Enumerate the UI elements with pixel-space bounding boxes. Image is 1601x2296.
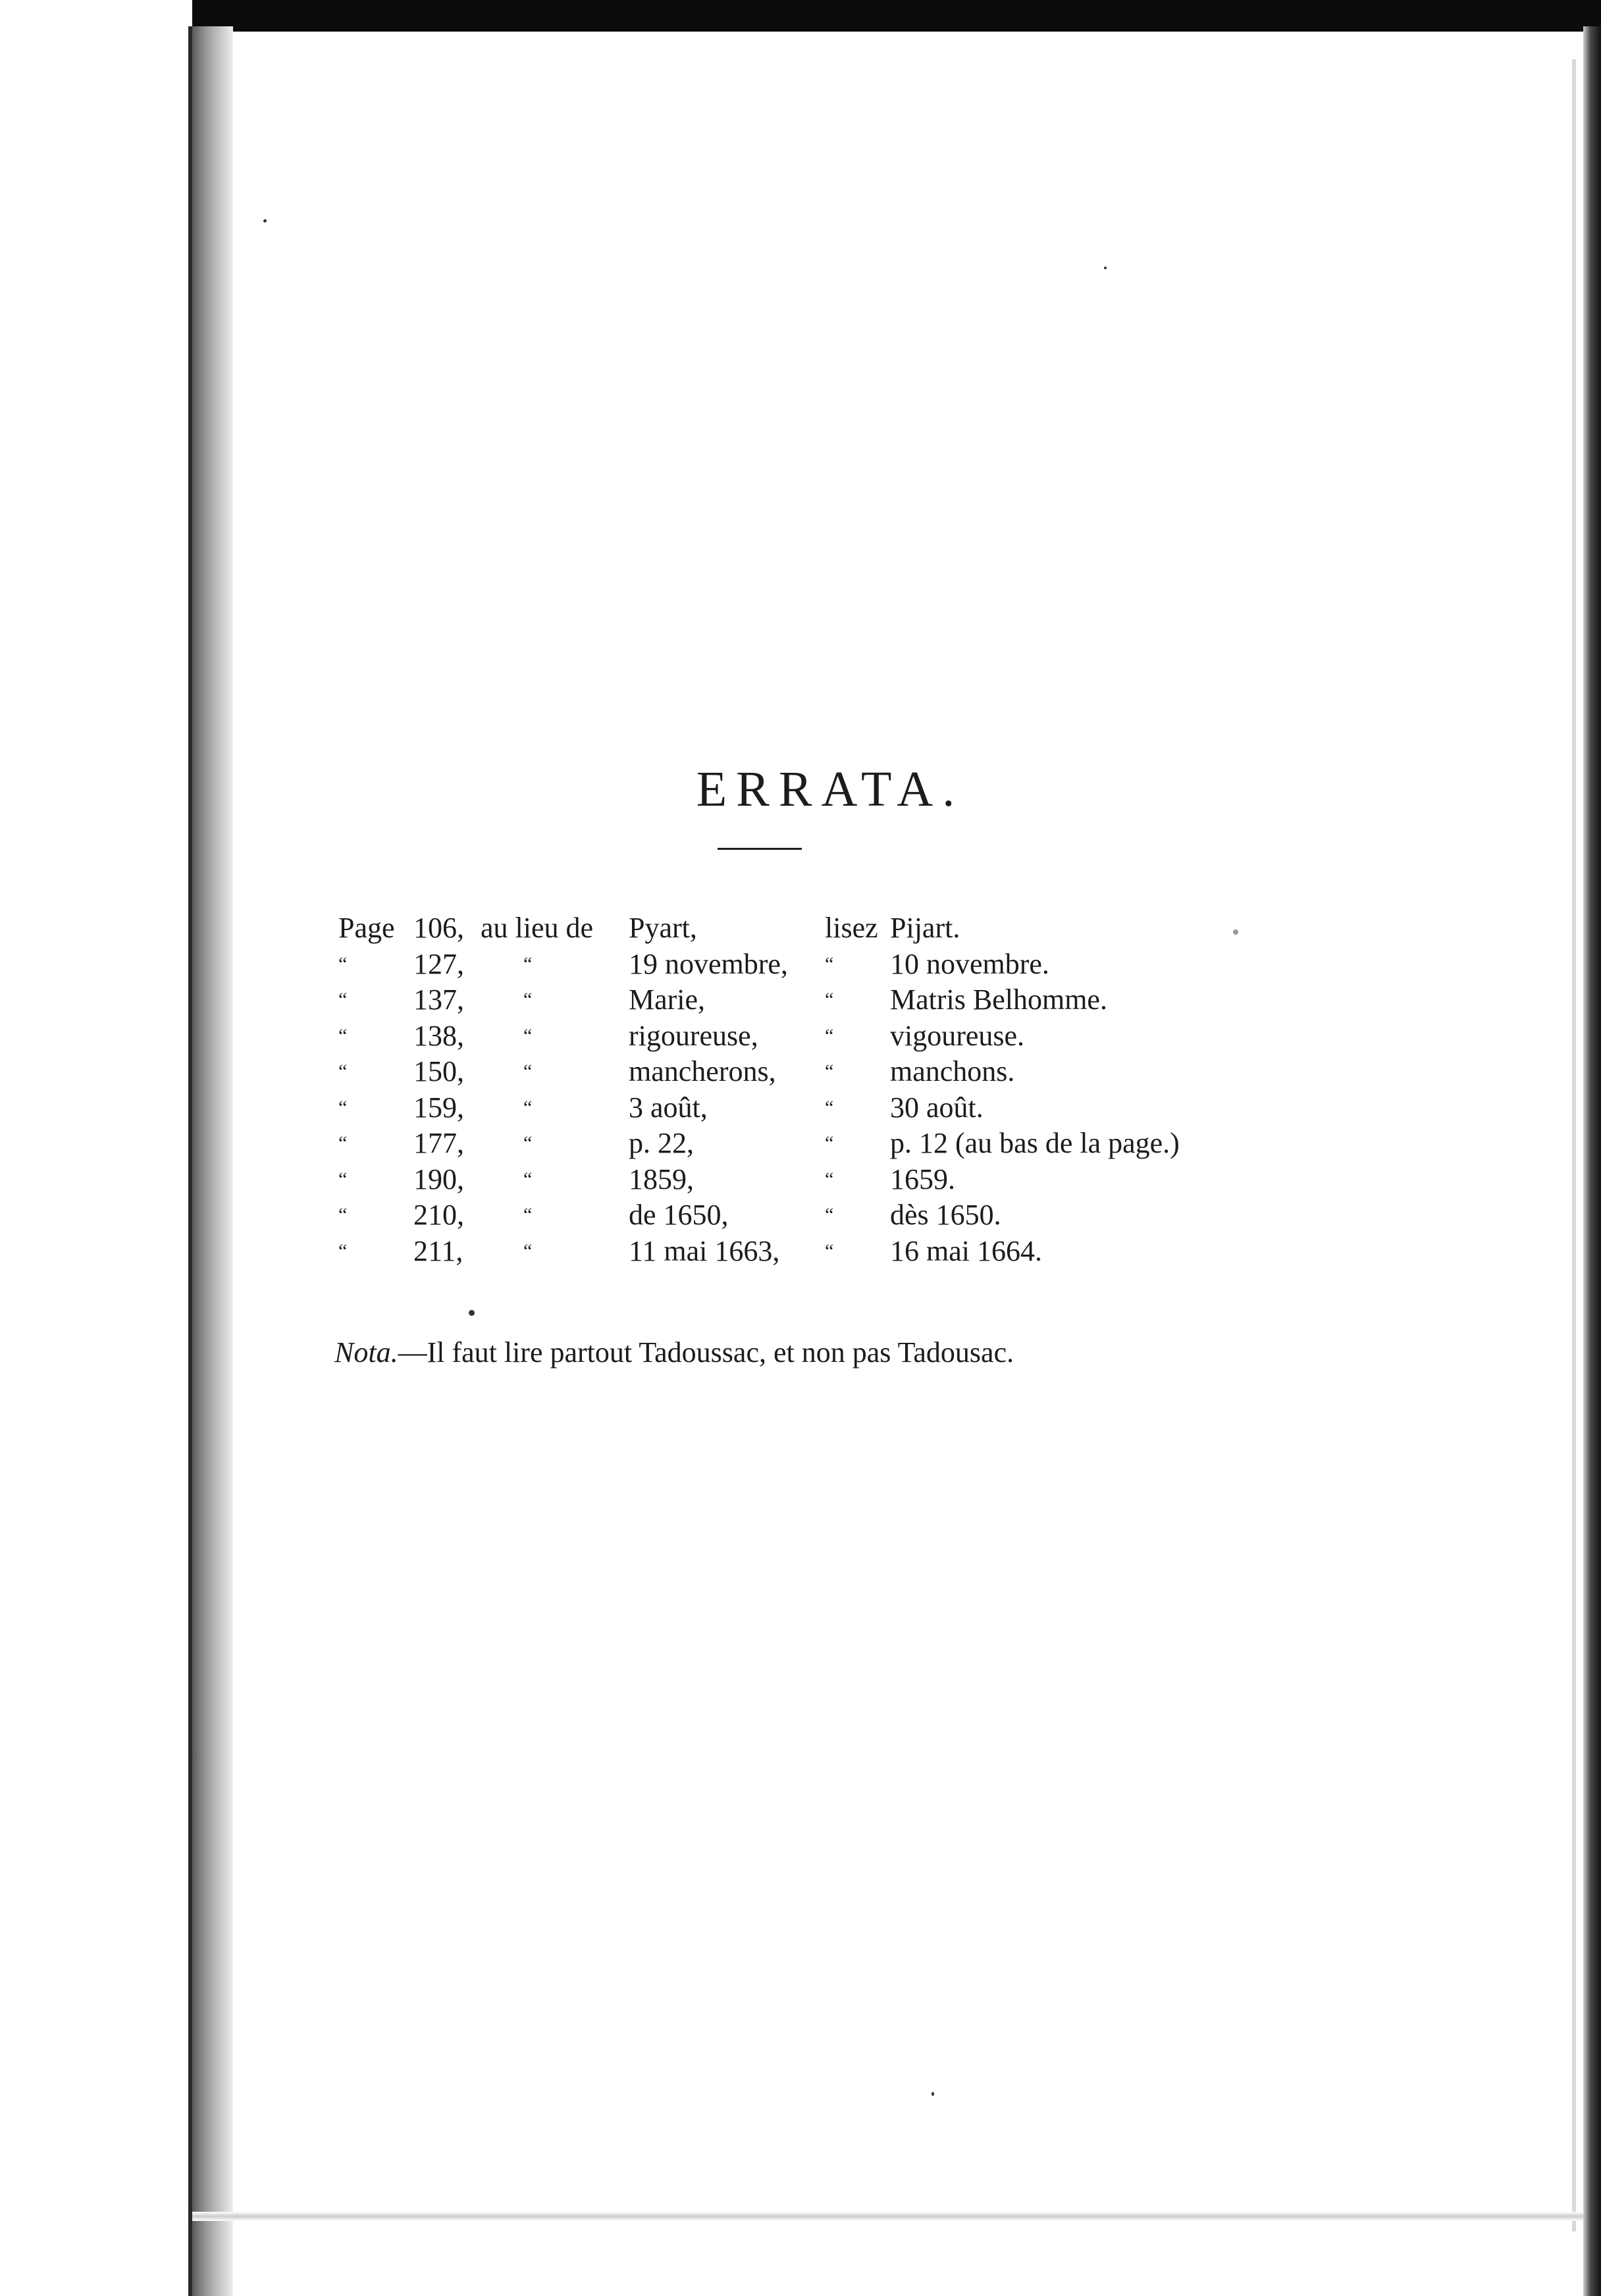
errata-correct-text: 30 août. <box>890 1091 984 1124</box>
errata-row <box>0 1016 1601 1056</box>
errata-lisez: “ <box>825 1024 834 1047</box>
errata-prefix: “ <box>523 1204 533 1226</box>
errata-lisez: “ <box>825 989 834 1010</box>
errata-wrong-text: rigoureuse, <box>629 1019 758 1052</box>
errata-page-number: 190, <box>413 1162 464 1195</box>
errata-lisez: “ <box>825 1239 834 1262</box>
errata-prefix: “ <box>523 1168 533 1190</box>
errata-correct-text: p. 12 (au bas de la page.) <box>890 1127 1180 1159</box>
errata-prefix: au lieu de <box>481 912 594 944</box>
errata-page-word: “ <box>338 989 348 1010</box>
errata-correct-text: vigoureuse. <box>890 1019 1025 1052</box>
errata-prefix: “ <box>523 1239 533 1262</box>
errata-row <box>0 1232 1601 1271</box>
errata-page-word: Page <box>338 912 395 944</box>
errata-row <box>0 1124 1601 1163</box>
nota-label: Nota. <box>334 1336 398 1369</box>
errata-wrong-text: Marie, <box>629 983 706 1016</box>
errata-row <box>0 1052 1601 1091</box>
scan-speck <box>469 1310 475 1316</box>
nota-text: —Il faut lire partout Tadoussac, et non pas Tadousac. <box>398 1336 1014 1369</box>
page-title: ERRATA. <box>696 761 964 817</box>
errata-page-word: “ <box>338 1024 348 1047</box>
errata-page-number: 127, <box>413 947 464 980</box>
errata-correct-text: Matris Belhomme. <box>890 983 1107 1016</box>
errata-page-number: 177, <box>413 1127 464 1159</box>
errata-page-number: 138, <box>413 1019 464 1052</box>
errata-page-word: “ <box>338 1168 348 1190</box>
errata-wrong-text: p. 22, <box>629 1127 694 1159</box>
errata-row <box>0 1088 1601 1128</box>
errata-wrong-text: Pyart, <box>629 912 697 944</box>
errata-page-word: “ <box>338 1132 348 1154</box>
errata-wrong-text: 3 août, <box>629 1091 708 1124</box>
scan-border-top <box>0 0 1601 32</box>
errata-wrong-text: mancherons, <box>629 1055 776 1087</box>
errata-page-word: “ <box>338 1060 348 1082</box>
errata-lisez: “ <box>825 1060 834 1082</box>
errata-prefix: “ <box>523 952 533 975</box>
errata-lisez: “ <box>825 1204 834 1226</box>
page-edge-bottom <box>192 2212 1583 2221</box>
errata-prefix: “ <box>523 1024 533 1047</box>
errata-page-word: “ <box>338 1239 348 1262</box>
scan-speck <box>1104 267 1107 269</box>
errata-wrong-text: 1859, <box>629 1162 694 1195</box>
errata-page-word: “ <box>338 952 348 975</box>
errata-correct-text: manchons. <box>890 1055 1015 1087</box>
errata-row <box>0 980 1601 1020</box>
errata-page-number: 150, <box>413 1055 464 1087</box>
errata-correct-text: 1659. <box>890 1162 955 1195</box>
errata-lisez: “ <box>825 1168 834 1190</box>
errata-page-number: 106, <box>413 912 464 944</box>
errata-wrong-text: 11 mai 1663, <box>629 1234 780 1267</box>
errata-wrong-text: 19 novembre, <box>629 947 788 980</box>
errata-lisez: “ <box>825 952 834 975</box>
errata-prefix: “ <box>523 1096 533 1118</box>
title-rule <box>718 848 802 850</box>
errata-page-number: 159, <box>413 1091 464 1124</box>
nota-line <box>334 1333 1014 1372</box>
scan-speck <box>932 2092 934 2096</box>
errata-row <box>0 1160 1601 1199</box>
errata-prefix: “ <box>523 1060 533 1082</box>
errata-page-number: 137, <box>413 983 464 1016</box>
errata-correct-text: Pijart. <box>890 912 960 944</box>
errata-row <box>0 945 1601 984</box>
errata-wrong-text: de 1650, <box>629 1199 729 1231</box>
errata-prefix: “ <box>523 989 533 1010</box>
errata-lisez: “ <box>825 1096 834 1118</box>
errata-lisez: “ <box>825 1132 834 1154</box>
errata-lisez: lisez <box>825 912 878 944</box>
scan-speck <box>263 219 267 222</box>
errata-page-number: 210, <box>413 1199 464 1231</box>
errata-prefix: “ <box>523 1132 533 1154</box>
scan-speck <box>1233 929 1238 935</box>
errata-page-word: “ <box>338 1204 348 1226</box>
errata-correct-text: 10 novembre. <box>890 947 1049 980</box>
errata-row <box>0 1195 1601 1235</box>
errata-correct-text: dès 1650. <box>890 1199 1001 1231</box>
errata-row <box>0 908 1601 948</box>
errata-correct-text: 16 mai 1664. <box>890 1234 1042 1267</box>
errata-page-word: “ <box>338 1096 348 1118</box>
errata-page-number: 211, <box>413 1234 463 1267</box>
